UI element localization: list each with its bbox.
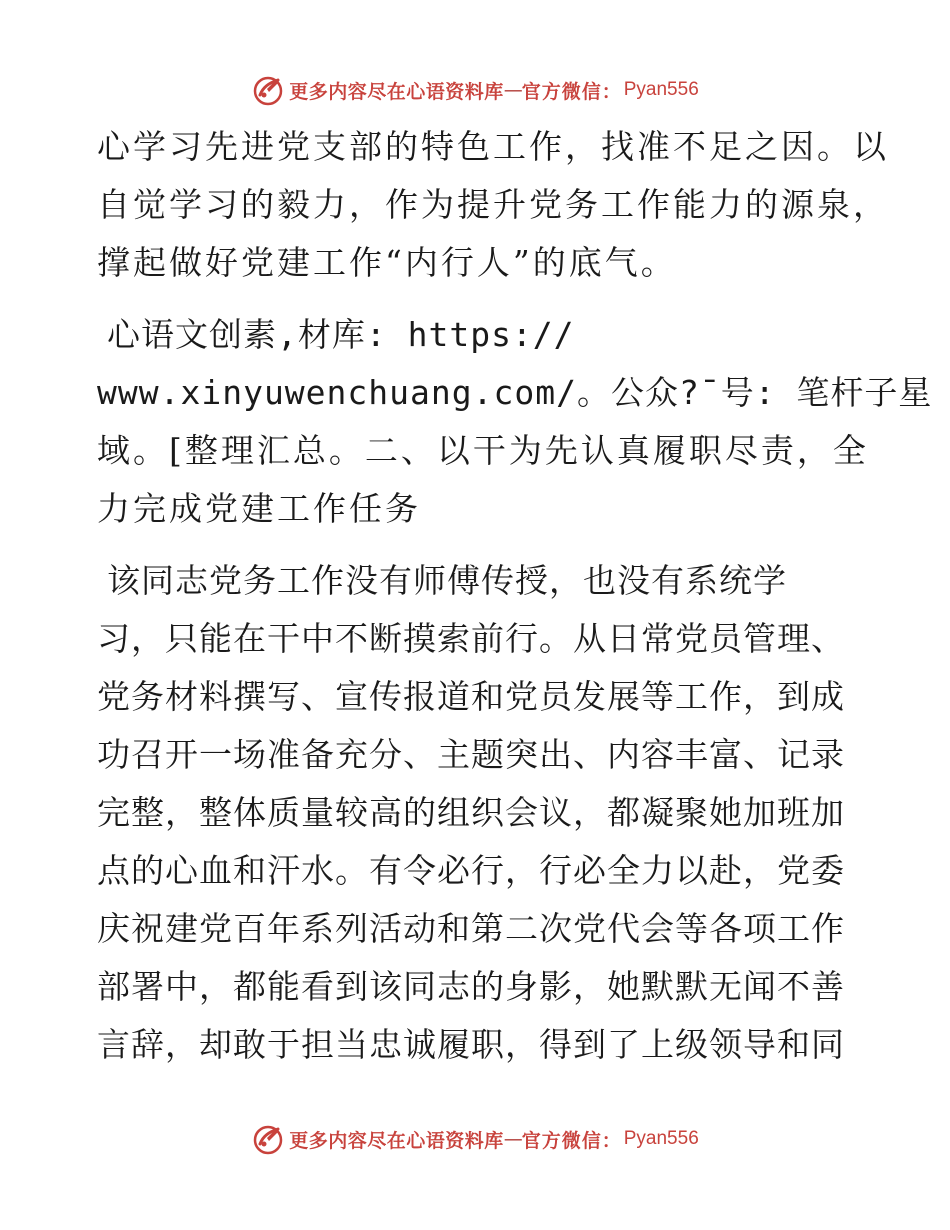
text-line: 自觉学习的毅力，作为提升党务工作能力的源泉， — [97, 185, 889, 224]
text-line: 该同志党务工作没有师傅传授，也没有系统学 — [107, 561, 787, 600]
text-line: 习，只能在干中不断摸索前行。从日常党员管理、 — [97, 619, 845, 658]
footer-title: 更多内容尽在心语资料库 — [289, 1129, 504, 1152]
paragraph-3 — [97, 552, 857, 1074]
text-line: 党务材料撰写、宣传报道和党员发展等工作，到成 — [97, 677, 845, 716]
text-line: 完整，整体质量较高的组织会议，都凝聚她加班加 — [97, 793, 845, 832]
footer-banner — [0, 1119, 950, 1159]
text-line: 言辞，却敢于担当忠诚履职，得到了上级领导和同 — [97, 1025, 845, 1064]
text-line: 域。[整理汇总。二、以干为先认真履职尽责，全 — [97, 431, 869, 470]
text-line: 力完成党建工作任务 — [97, 489, 421, 528]
header-wechat-label: 官方微信： — [521, 80, 622, 103]
pen-swirl-logo-icon — [251, 73, 285, 107]
text-line: 心语文创素,材库: https:// — [107, 315, 575, 354]
footer-separator: — — [503, 1128, 522, 1150]
paragraph-1 — [97, 118, 889, 292]
pen-swirl-logo-icon — [251, 1122, 285, 1156]
footer-wechat-label: 官方微信： — [521, 1129, 622, 1152]
text-line: 撑起做好党建工作“内行人”的底气。 — [97, 243, 677, 282]
document-body — [97, 118, 933, 1074]
text-line: 庆祝建党百年系列活动和第二次党代会等各项工作 — [97, 909, 845, 948]
text-line: 功召开一场准备充分、主题突出、内容丰富、记录 — [97, 735, 845, 774]
header-banner — [0, 70, 950, 110]
text-line: 部署中，都能看到该同志的身影，她默默无闻不善 — [97, 967, 845, 1006]
text-line: 点的心血和汗水。有令必行，行必全力以赴，党委 — [97, 851, 845, 890]
paragraph-2 — [97, 306, 933, 538]
text-line: 心学习先进党支部的特色工作，找准不足之因。以 — [97, 127, 889, 166]
header-separator: — — [503, 79, 522, 101]
header-title: 更多内容尽在心语资料库 — [289, 80, 504, 103]
header-wechat-id: Pyan556 — [623, 79, 699, 100]
text-line: www.xinyuwenchuang.com/。公众?¯号: 笔杆子星 — [97, 373, 933, 412]
footer-wechat-id: Pyan556 — [623, 1128, 699, 1149]
